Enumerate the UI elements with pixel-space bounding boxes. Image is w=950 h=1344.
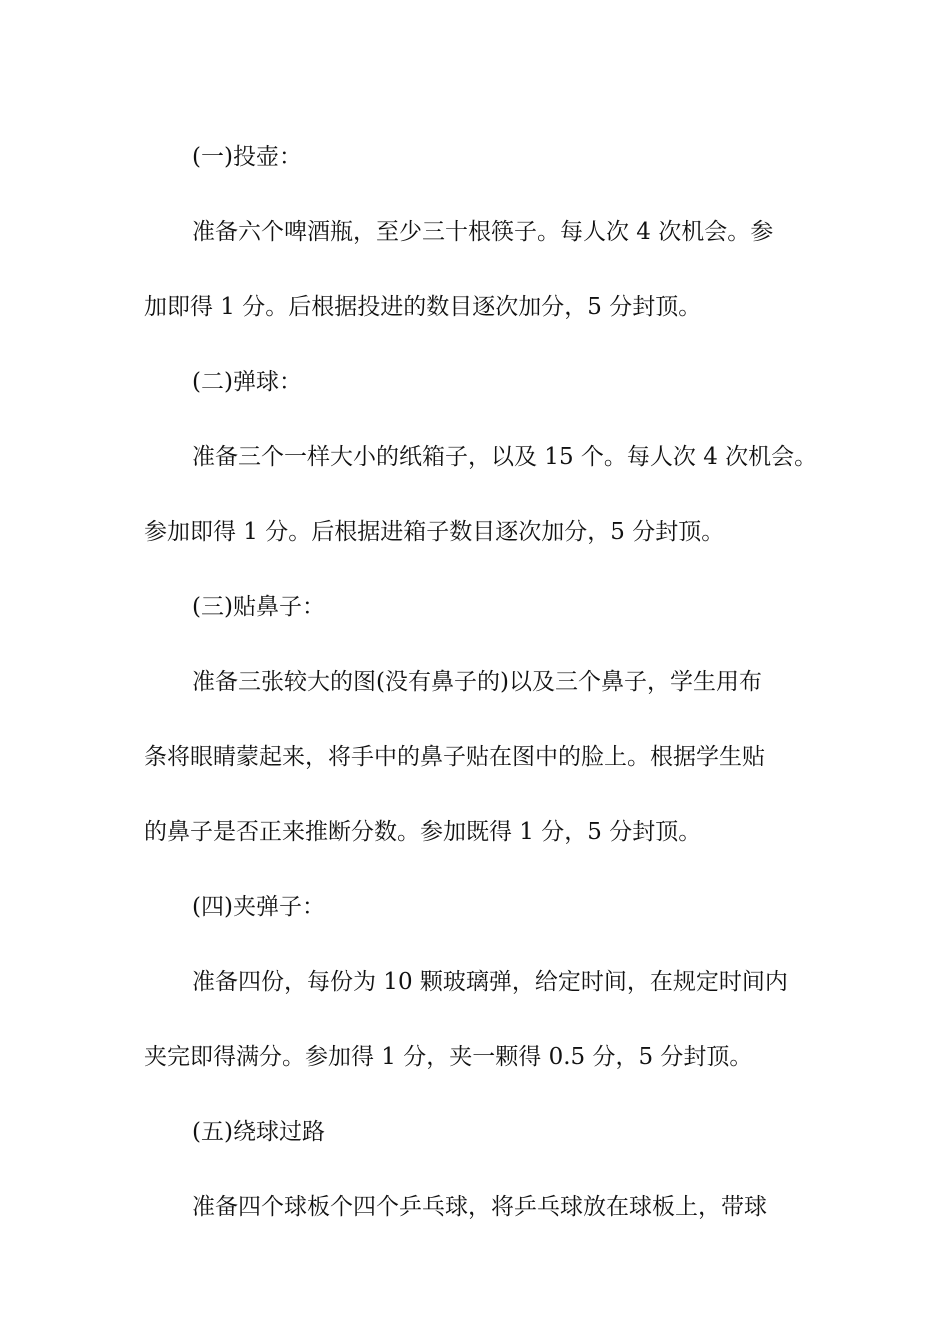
section-heading-1: (一)投壶：	[192, 144, 302, 170]
paragraph-line: 准备三个一样大小的纸箱子，以及 15 个。每人次 4 次机会。	[192, 444, 818, 470]
section-heading-2: (二)弹球：	[192, 369, 302, 395]
paragraph-line: 加即得 1 分。后根据投进的数目逐次加分，5 分封顶。	[144, 294, 702, 320]
paragraph-line: 条将眼睛蒙起来，将手中的鼻子贴在图中的脸上。根据学生贴	[144, 744, 765, 770]
document-body	[144, 120, 824, 1245]
section-heading-3: (三)贴鼻子：	[192, 594, 325, 620]
paragraph-line: 的鼻子是否正来推断分数。参加既得 1 分，5 分封顶。	[144, 819, 702, 845]
section-heading-4: (四)夹弹子：	[192, 894, 325, 920]
paragraph-line: 准备六个啤酒瓶，至少三十根筷子。每人次 4 次机会。参	[192, 219, 774, 245]
paragraph-line: 夹完即得满分。参加得 1 分，夹一颗得 0.5 分，5 分封顶。	[144, 1044, 753, 1070]
paragraph-line: 准备四份，每份为 10 颗玻璃弹，给定时间，在规定时间内	[192, 969, 788, 995]
section-heading-5: (五)绕球过路	[192, 1119, 325, 1145]
paragraph-line: 准备三张较大的图(没有鼻子的)以及三个鼻子，学生用布	[192, 669, 762, 695]
paragraph-line: 参加即得 1 分。后根据进箱子数目逐次加分，5 分封顶。	[144, 519, 725, 545]
paragraph-line: 准备四个球板个四个乒乓球，将乒乓球放在球板上，带球	[192, 1194, 767, 1220]
